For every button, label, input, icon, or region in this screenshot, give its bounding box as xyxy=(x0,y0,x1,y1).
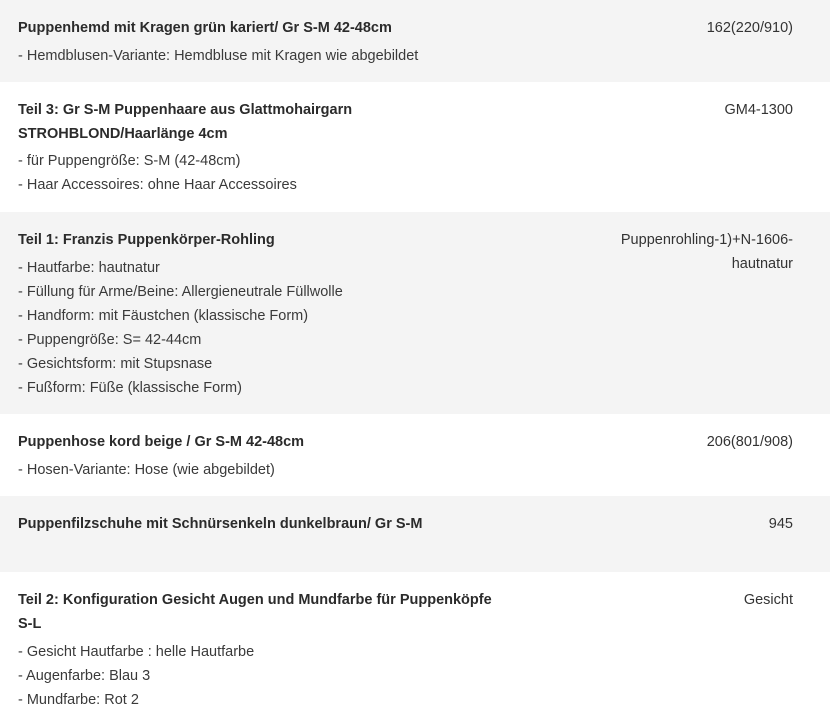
item-sku xyxy=(553,430,793,454)
item-title: Teil 3: Gr S-M Puppenhaare aus Glattmohairgarn STROHBLOND/Haarlänge 4cm xyxy=(18,102,353,142)
order-item-hose xyxy=(0,414,830,496)
item-detail: - Haar Accessoires: ohne Haar Accessoires xyxy=(18,177,297,193)
item-title: Teil 2: Konfiguration Gesicht Augen und Mundfarbe für Puppenköpfe S-L xyxy=(18,592,492,632)
item-sku xyxy=(553,512,793,536)
order-item-haare xyxy=(0,82,830,212)
item-detail: - Puppengröße: S= 42-44cm xyxy=(18,332,202,348)
item-sku-line: hautnatur xyxy=(731,256,793,272)
item-detail: - Fußform: Füße (klassische Form) xyxy=(18,380,242,396)
item-detail: - Hautfarbe: hautnatur xyxy=(18,260,160,276)
item-sku-line: 206(801/908) xyxy=(706,434,793,450)
item-detail: - Handform: mit Fäustchen (klassische Form) xyxy=(18,308,309,324)
item-sku-line: 945 xyxy=(768,516,793,532)
item-title: Teil 1: Franzis Puppenkörper-Rohling xyxy=(18,232,275,248)
item-detail: - Augenfarbe: Blau 3 xyxy=(18,668,151,684)
item-sku-line: 162(220/910) xyxy=(706,20,793,36)
item-sku xyxy=(553,588,793,612)
item-detail: - Hemdblusen-Variante: Hemdbluse mit Kragen wie abgebildet xyxy=(18,48,419,64)
item-sku-line: Puppenrohling-1)+N-1606- xyxy=(620,232,793,248)
item-detail: - Mundfarbe: Rot 2 xyxy=(18,692,139,708)
order-item-hemd xyxy=(0,0,830,82)
order-item-gesicht xyxy=(0,572,830,708)
item-detail: - Gesichtsform: mit Stupsnase xyxy=(18,356,213,372)
order-item-koerper xyxy=(0,212,830,414)
item-sku xyxy=(553,228,793,276)
item-detail: - Füllung für Arme/Beine: Allergieneutrale Füllwolle xyxy=(18,284,343,300)
item-title: Puppenfilzschuhe mit Schnürsenkeln dunkelbraun/ Gr S-M xyxy=(18,516,423,532)
item-sku-line: Gesicht xyxy=(743,592,793,608)
order-item-schuhe xyxy=(0,496,830,572)
item-sku xyxy=(553,16,793,40)
item-detail: - für Puppengröße: S-M (42-48cm) xyxy=(18,153,241,169)
item-sku xyxy=(553,98,793,122)
item-detail: - Hosen-Variante: Hose (wie abgebildet) xyxy=(18,462,275,478)
item-title: Puppenhemd mit Kragen grün kariert/ Gr S-M 42-48cm xyxy=(18,20,392,36)
item-detail: - Gesicht Hautfarbe : helle Hautfarbe xyxy=(18,644,255,660)
item-title: Puppenhose kord beige / Gr S-M 42-48cm xyxy=(18,434,305,450)
item-sku-line: GM4-1300 xyxy=(724,102,793,118)
